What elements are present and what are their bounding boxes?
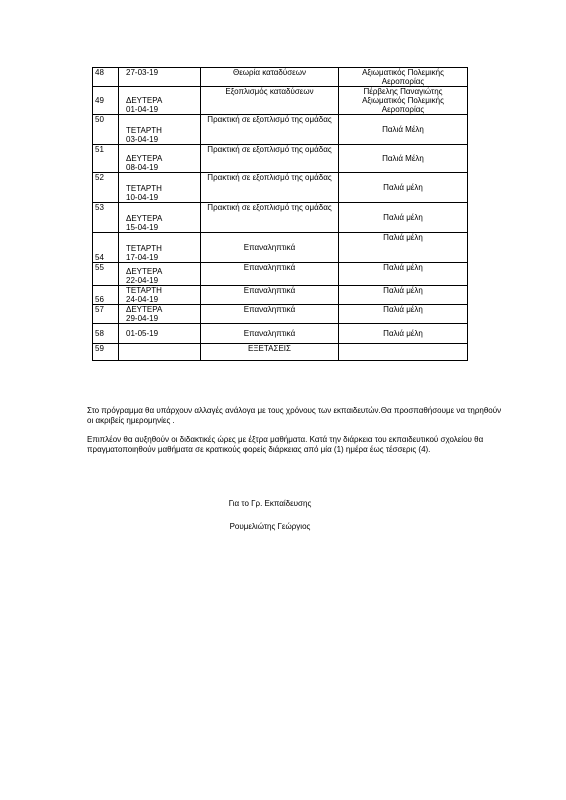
- session-number-cell: [93, 263, 119, 286]
- session-date-line: 03-04-19: [126, 135, 159, 144]
- session-date-cell: [119, 344, 201, 361]
- session-date-line: ΤΕΤΑΡΤΗ: [126, 244, 162, 253]
- note-paragraph-changes: Στο πρόγραμμα θα υπάρχουν αλλαγές ανάλογα με τους χρόνους των εκπαιδευτών.Θα προσπαθήσουμε να τηρηθούν οι ακριβείς ημερομηνίες .: [87, 406, 502, 425]
- schedule-row: [93, 286, 468, 305]
- session-date-cell: [119, 305, 201, 324]
- session-instructor-line: Αξιωματικός Πολεμικής: [362, 96, 444, 105]
- session-date-line: 15-04-19: [126, 223, 159, 232]
- session-topic-cell: [201, 344, 339, 361]
- schedule-row: [93, 145, 468, 173]
- session-date-line: 29-04-19: [126, 314, 159, 323]
- session-topic-cell: [201, 203, 339, 233]
- session-date-line: 10-04-19: [126, 193, 159, 202]
- session-number: 56: [95, 295, 104, 304]
- session-number: 57: [95, 305, 104, 314]
- session-instructor-line: Αεροπορίας: [381, 105, 425, 114]
- session-topic-line: Πρακτική σε εξοπλισμό της ομάδας: [207, 203, 332, 212]
- session-topic-cell: [201, 115, 339, 145]
- session-date-line: 22-04-19: [126, 276, 159, 285]
- session-date-line: 01-04-19: [126, 105, 159, 114]
- session-instructor-line: Αεροπορίας: [381, 77, 425, 86]
- schedule-row: [93, 173, 468, 203]
- session-instructor-cell: [339, 305, 468, 324]
- session-number: 58: [95, 329, 104, 338]
- session-topic-line: Θεωρία καταδύσεων: [233, 68, 306, 77]
- schedule-body: [93, 68, 468, 361]
- session-number: 49: [95, 96, 104, 105]
- session-topic-line: Επαναληπτικά: [243, 329, 296, 338]
- schedule-table: [92, 67, 468, 361]
- session-topic-cell: [201, 173, 339, 203]
- session-topic-line: ΕΞΕΤΑΣΕΙΣ: [248, 344, 291, 353]
- session-instructor-line: Παλιά μέλη: [383, 213, 423, 222]
- session-instructor-cell: [339, 115, 468, 145]
- session-number: 48: [95, 68, 104, 77]
- schedule-row: [93, 87, 468, 115]
- session-instructor-cell: [339, 203, 468, 233]
- session-date-cell: [119, 145, 201, 173]
- session-topic-cell: [201, 324, 339, 344]
- session-instructor-line: Παλιά μέλη: [383, 233, 423, 242]
- session-instructor-line: Παλιά μέλη: [383, 286, 423, 295]
- session-instructor-line: Παλιά μέλη: [383, 183, 423, 192]
- session-instructor-cell: [339, 263, 468, 286]
- session-instructor-cell: [339, 145, 468, 173]
- session-date-cell: [119, 233, 201, 263]
- session-instructor-line: Αξιωματικός Πολεμικής: [362, 68, 444, 77]
- session-instructor-cell: [339, 324, 468, 344]
- session-topic-line: Επαναληπτικά: [243, 286, 296, 295]
- session-instructor-cell: [339, 286, 468, 305]
- session-number-cell: [93, 286, 119, 305]
- session-topic-line: Επαναληπτικά: [243, 263, 296, 272]
- session-date-line: ΔΕΥΤΕΡΑ: [126, 96, 163, 105]
- session-instructor-line: Παλιά μέλη: [383, 305, 423, 314]
- session-number-cell: [93, 233, 119, 263]
- session-date-line: 17-04-19: [126, 253, 159, 262]
- session-topic-cell: [201, 87, 339, 115]
- session-instructor-cell: [339, 344, 468, 361]
- session-topic-cell: [201, 286, 339, 305]
- schedule-row: [93, 305, 468, 324]
- session-number: 52: [95, 173, 104, 182]
- session-date-cell: [119, 203, 201, 233]
- session-number: 54: [95, 253, 104, 262]
- session-number-cell: [93, 203, 119, 233]
- session-instructor-line: Παλιά Μέλη: [382, 154, 424, 163]
- session-date-line: ΤΕΤΑΡΤΗ: [126, 286, 162, 295]
- session-date-line: ΔΕΥΤΕΡΑ: [126, 305, 163, 314]
- session-number: 59: [95, 344, 104, 353]
- schedule-row: [93, 324, 468, 344]
- session-date-line: ΤΕΤΑΡΤΗ: [126, 184, 162, 193]
- schedule-row: [93, 233, 468, 263]
- session-date-cell: [119, 324, 201, 344]
- session-date-line: 24-04-19: [126, 295, 159, 304]
- session-topic-cell: [201, 233, 339, 263]
- session-date-line: 08-04-19: [126, 163, 159, 172]
- session-topic-line: Εξοπλισμός καταδύσεων: [225, 87, 314, 96]
- signature-role: Για το Γρ. Εκπαίδευσης: [228, 499, 312, 508]
- session-instructor-line: Παλιά Μέλη: [382, 125, 424, 134]
- session-date-line: 27-03-19: [126, 68, 159, 77]
- session-number: 55: [95, 263, 104, 272]
- session-date-cell: [119, 173, 201, 203]
- session-date-line: ΔΕΥΤΕΡΑ: [126, 267, 163, 276]
- session-topic-line: Πρακτική σε εξοπλισμό της ομάδας: [207, 145, 332, 154]
- session-date-cell: [119, 115, 201, 145]
- session-topic-cell: [201, 263, 339, 286]
- schedule-row: [93, 68, 468, 87]
- session-number: 50: [95, 115, 104, 124]
- session-date-cell: [119, 68, 201, 87]
- session-topic-line: Επαναληπτικά: [243, 305, 296, 314]
- session-topic-line: Πρακτική σε εξοπλισμό της ομάδας: [207, 115, 332, 124]
- session-date-line: 01-05-19: [126, 329, 159, 338]
- session-number-cell: [93, 344, 119, 361]
- session-topic-cell: [201, 68, 339, 87]
- session-instructor-cell: [339, 233, 468, 263]
- session-date-cell: [119, 286, 201, 305]
- session-number-cell: [93, 87, 119, 115]
- session-date-line: ΔΕΥΤΕΡΑ: [126, 214, 163, 223]
- session-instructor-line: Παλιά μέλη: [383, 329, 423, 338]
- session-number-cell: [93, 173, 119, 203]
- session-number-cell: [93, 305, 119, 324]
- session-instructor-line: Πέρβελης Παναγιώτης: [363, 87, 443, 96]
- note-paragraph-extra-lessons: Επιπλέον θα αυξηθούν οι διδακτικές ώρες με έξτρα μαθήματα. Κατά την διάρκεια του εκπαιδευτικού σχολείου θα πραγματοποιηθούν μαθήματα σε κρατικούς φορείς διάρκειας από μία (1) ημέρα έως τέσσερις (4).: [87, 435, 484, 454]
- session-number-cell: [93, 324, 119, 344]
- session-number-cell: [93, 115, 119, 145]
- session-date-cell: [119, 87, 201, 115]
- session-date-cell: [119, 263, 201, 286]
- session-number: 51: [95, 145, 104, 154]
- session-number: 53: [95, 203, 104, 212]
- session-instructor-cell: [339, 87, 468, 115]
- schedule-row: [93, 115, 468, 145]
- session-topic-cell: [201, 305, 339, 324]
- session-number-cell: [93, 68, 119, 87]
- session-date-line: ΤΕΤΑΡΤΗ: [126, 126, 162, 135]
- session-date-line: ΔΕΥΤΕΡΑ: [126, 154, 163, 163]
- session-instructor-cell: [339, 68, 468, 87]
- schedule-row: [93, 203, 468, 233]
- session-topic-line: Επαναληπτικά: [243, 243, 296, 252]
- schedule-row: [93, 344, 468, 361]
- session-instructor-cell: [339, 173, 468, 203]
- session-instructor-line: Παλιά μέλη: [383, 263, 423, 272]
- signature-name: Ρουμελιώτης Γεώργιος: [229, 522, 311, 531]
- schedule-row: [93, 263, 468, 286]
- session-number-cell: [93, 145, 119, 173]
- session-topic-line: Πρακτική σε εξοπλισμό της ομάδας: [207, 173, 332, 182]
- session-topic-cell: [201, 145, 339, 173]
